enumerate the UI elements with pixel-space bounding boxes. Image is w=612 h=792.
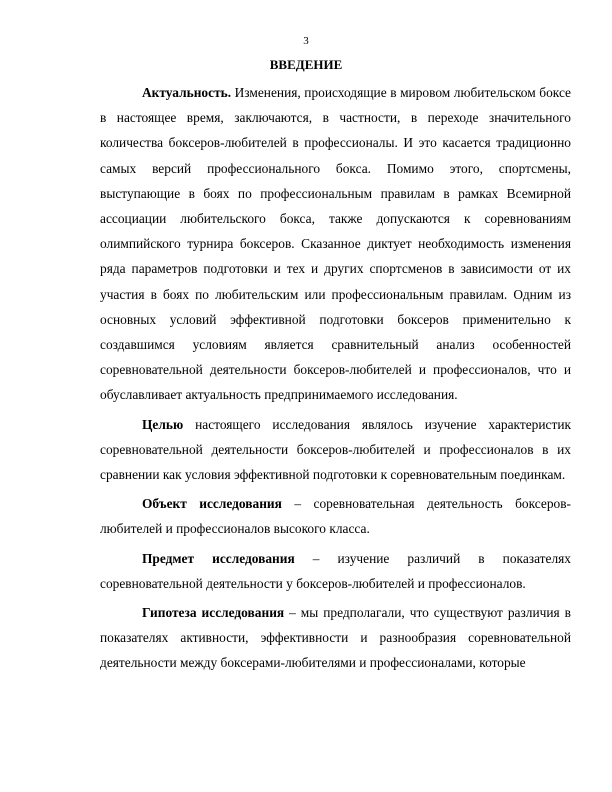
paragraph-hypothesis <box>100 600 571 676</box>
paragraph-text: настоящего исследования являлось изучение характеристик соревновательной деятельности боксеров-любителей и профессионалов в их сравнении как условия эффективной подготовки к соревновательным поединкам. <box>100 416 571 483</box>
paragraph-object <box>100 491 571 541</box>
paragraph-text: Изменения, происходящие в мировом любительском боксе в настоящее время, заключаются, в частности, в переходе значительного количества боксеров-любителей в профессионалы. И это касается традиционно самых версий профессионального бокса. Помимо этого, спортсмены, выступающие в боях по профессиональным правилам в рамках Всемирной ассоциации любительского бокса, также допускаются к соревнованиям олимпийского турнира боксеров. Сказанное диктует необходимость изменения ряда параметров подготовки и тех и других спортсменов в зависимости от их участия в боях по любительским или профессиональным правилам. Одним из основных условий эффективной подготовки боксеров применительно к создавшимся условиям является сравнительный анализ особенностей соревновательной деятельности боксеров-любителей и профессионалов, что и обуславливает актуальность предпринимаемого исследования. <box>100 85 571 403</box>
section-heading: ВВЕДЕНИЕ <box>269 57 343 72</box>
paragraph-lead: Гипотеза исследования <box>142 605 285 621</box>
page-number: 3 <box>303 35 309 47</box>
paragraph-text: – изучение различий в показателях соревновательной деятельности у боксеров-любителей и профессионалов. <box>100 550 571 591</box>
paragraph-lead: Объект исследования <box>142 496 282 512</box>
paragraph-lead: Предмет исследования <box>142 550 295 566</box>
paragraph-goal <box>100 412 571 488</box>
paragraph-text: – мы предполагали, что существуют различия в показателях активности, эффективности и разнообразия соревновательной деятельности между боксерами-любителями и профессионалами, которые <box>100 605 571 671</box>
paragraph-relevance <box>100 80 571 408</box>
paragraph-lead: Целью <box>142 416 184 432</box>
paragraph-subject <box>100 546 571 596</box>
document-body <box>100 80 571 676</box>
paragraph-text: – соревновательная деятельность боксеров-любителей и профессионалов высокого класса. <box>100 496 571 537</box>
paragraph-lead: Актуальность. <box>142 85 232 100</box>
